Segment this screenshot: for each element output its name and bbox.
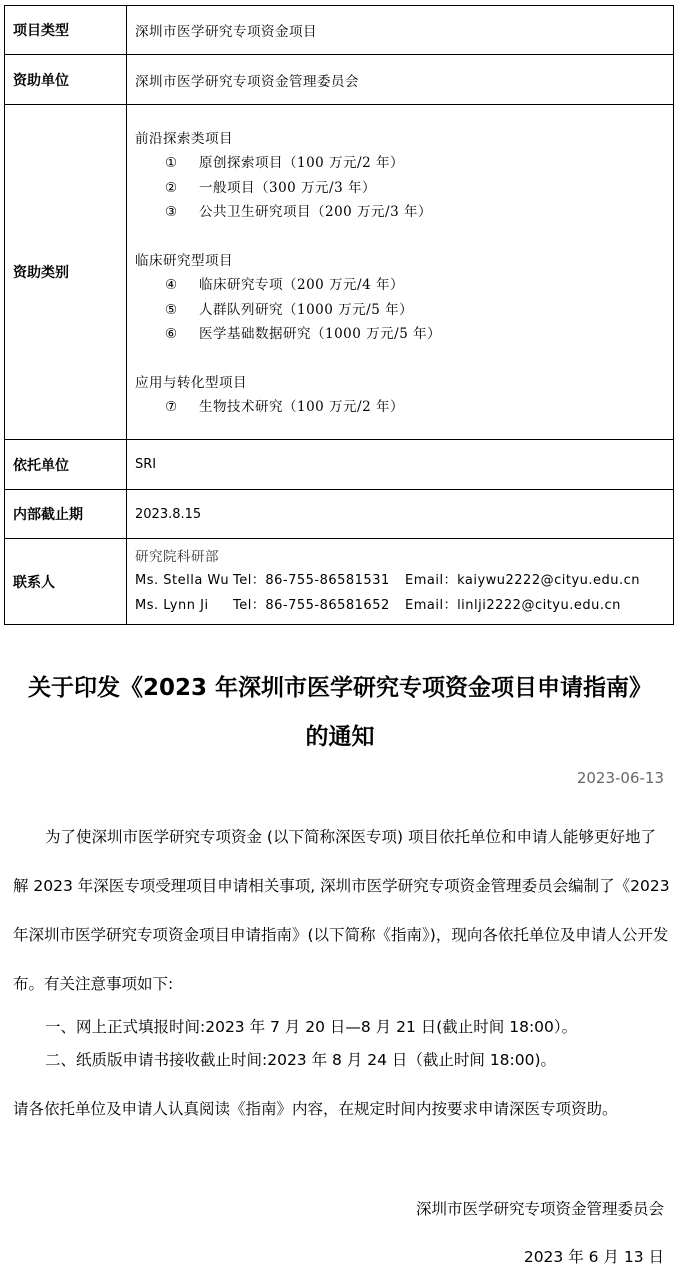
item-text: 原创探索项目（100 万元/2 年） bbox=[199, 155, 404, 171]
category-title: 应用与转化型项目 bbox=[135, 374, 247, 391]
item-text: 医学基础数据研究（1000 万元/5 年） bbox=[199, 326, 442, 342]
label-contact: 联系人 bbox=[5, 539, 127, 625]
item-number: ⑥ bbox=[165, 326, 178, 342]
notice-item-paper-deadline: 二、纸质版申请书接收截止时间:2023 年 8 月 24 日（截止时间 18:00)。 bbox=[45, 1051, 557, 1069]
contact-name: Ms. Stella Wu bbox=[135, 573, 230, 589]
category-item bbox=[135, 273, 665, 298]
category-item bbox=[135, 200, 665, 225]
item-text: 生物技术研究（100 万元/2 年） bbox=[199, 399, 404, 415]
value-internal-deadline: 2023.8.15 bbox=[127, 490, 674, 539]
item-number: ⑦ bbox=[165, 399, 178, 415]
row-contact bbox=[5, 539, 674, 625]
value-contact bbox=[127, 539, 674, 625]
item-text: 临床研究专项（200 万元/4 年） bbox=[199, 277, 404, 293]
label-funding-unit: 资助单位 bbox=[5, 55, 127, 105]
category-item bbox=[135, 322, 665, 347]
item-number: ② bbox=[165, 179, 178, 196]
notice-title bbox=[0, 664, 680, 762]
row-funding-unit bbox=[5, 55, 674, 105]
item-number: ⑤ bbox=[165, 301, 178, 318]
label-internal-deadline: 内部截止期 bbox=[5, 490, 127, 539]
row-internal-deadline bbox=[5, 490, 674, 539]
notice-title-line2: 的通知 bbox=[305, 724, 375, 750]
value-funding-category bbox=[127, 105, 674, 440]
contact-tel: Tel：86-755-86581652 bbox=[233, 597, 390, 613]
value-funding-unit: 深圳市医学研究专项资金管理委员会 bbox=[127, 55, 674, 105]
item-text: 人群队列研究（1000 万元/5 年） bbox=[199, 301, 414, 318]
row-host-unit bbox=[5, 440, 674, 490]
contact-email: Email：kaiywu2222@cityu.edu.cn bbox=[405, 573, 641, 589]
label-host-unit: 依托单位 bbox=[5, 440, 127, 490]
category-item bbox=[135, 151, 665, 176]
notice-item-online-deadline: 一、网上正式填报时间:2023 年 7 月 20 日—8 月 21 日(截止时间 18:00）。 bbox=[45, 1018, 578, 1036]
value-host-unit: SRI bbox=[127, 440, 674, 490]
contact-name: Ms. Lynn Ji bbox=[135, 597, 209, 613]
publish-date: 2023-06-13 bbox=[576, 769, 664, 787]
closing-paragraph: 请各依托单位及申请人认真阅读《指南》内容，在规定时间内按要求申请深医专项资助。 bbox=[13, 1100, 618, 1118]
category-list bbox=[135, 111, 665, 434]
contact-person bbox=[135, 594, 665, 619]
row-project-type bbox=[5, 6, 674, 55]
project-info-table bbox=[4, 5, 674, 625]
contact-email: Email：linlji2222@cityu.edu.cn bbox=[405, 597, 621, 613]
contact-tel: Tel：86-755-86581531 bbox=[233, 573, 390, 589]
category-item bbox=[135, 298, 665, 323]
item-text: 一般项目（300 万元/3 年） bbox=[199, 179, 376, 196]
value-project-type: 深圳市医学研究专项资金项目 bbox=[127, 6, 674, 55]
category-item bbox=[135, 176, 665, 201]
category-title: 前沿探索类项目 bbox=[135, 130, 233, 147]
item-number: ③ bbox=[165, 204, 178, 220]
item-number: ④ bbox=[165, 277, 178, 293]
label-project-type: 项目类型 bbox=[5, 6, 127, 55]
contact-person bbox=[135, 569, 665, 594]
signature-date: 2023 年 6 月 13 日 bbox=[523, 1248, 664, 1266]
item-text: 公共卫生研究项目（200 万元/3 年） bbox=[199, 204, 432, 220]
notice-title-line1: 关于印发《2023 年深圳市医学研究专项资金项目申请指南》 bbox=[27, 675, 653, 701]
label-funding-category: 资助类别 bbox=[5, 105, 127, 440]
category-title: 临床研究型项目 bbox=[135, 252, 233, 269]
item-number: ① bbox=[165, 155, 178, 171]
intro-paragraph: 为了使深圳市医学研究专项资金 (以下简称深医专项) 项目依托单位和申请人能够更好地了解 2023 年深医专项受理项目申请相关事项, 深圳市医学研究专项资金管理委员会编制了《2023 年深圳市医学研究专项资金项目申请指南》(以下简称《指南》)，现向各依托单位及申请人公开发布。有关注意事项如下: bbox=[13, 828, 670, 993]
category-item bbox=[135, 395, 665, 420]
signature-organization: 深圳市医学研究专项资金管理委员会 bbox=[415, 1200, 664, 1218]
contact-org: 研究院科研部 bbox=[135, 548, 219, 565]
row-funding-category bbox=[5, 105, 674, 440]
